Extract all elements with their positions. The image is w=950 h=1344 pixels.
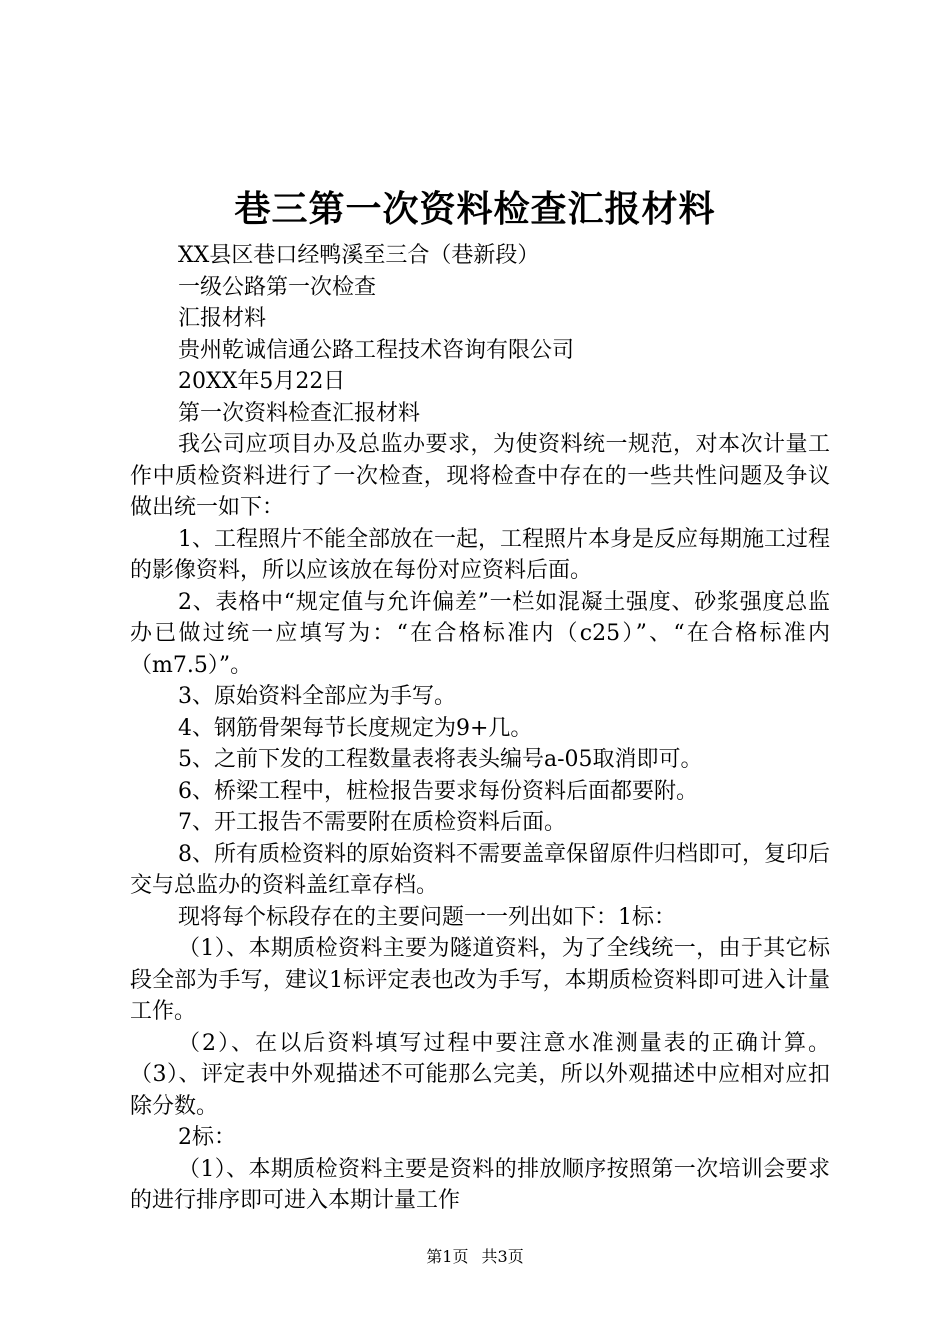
paragraph-section1-item-1: （1）、本期质检资料主要为隧道资料，为了全线统一，由于其它标段全部为手写，建议1标评定表也改为手写，本期质检资料即可进入计量工作。: [130, 936, 830, 1024]
header-line-subtitle: 第一次资料检查汇报材料: [178, 400, 421, 426]
paragraph-item-8: 8、所有质检资料的原始资料不需要盖章保留原件归档即可，复印后交与总监办的资料盖红章存档。: [130, 841, 830, 898]
paragraph-section1-item-2: （2）、在以后资料填写过程中要注意水准测量表的正确计算。（3）、评定表中外观描述不可能那么完美，所以外观描述中应相对应扣除分数。: [130, 1030, 830, 1119]
paragraph-section2-item-1: （1）、本期质检资料主要是资料的排放顺序按照第一次培训会要求的进行排序即可进入本期计量工作: [130, 1156, 830, 1213]
page-footer: [0, 1245, 950, 1269]
paragraph-item-4: 4、钢筋骨架每节长度规定为9+几。: [178, 715, 533, 741]
paragraph-section2-heading: 2标：: [178, 1125, 236, 1150]
page-total: 共3页: [481, 1247, 524, 1266]
paragraph-intro: 我公司应项目办及总监办要求，为使资料统一规范，对本次计量工作中质检资料进行了一次检查，现将检查中存在的一些共性问题及争议做出统一如下：: [130, 432, 830, 520]
paragraph-item-2: 2、表格中“规定值与允许偏差”一栏如混凝土强度、砂浆强度总监办已做过统一应填写为：“在合格标准内（c25）”、“在合格标准内（m7.5）”。: [130, 589, 830, 678]
header-line-project: XX县区巷口经鸭溪至三合（巷新段）: [178, 243, 540, 268]
header-line-road: 一级公路第一次检查: [178, 274, 377, 300]
document-body: [130, 240, 830, 1217]
paragraph-item-6: 6、桥梁工程中，桩检报告要求每份资料后面都要附。: [178, 778, 698, 804]
header-line-company: 贵州乾诚信通公路工程技术咨询有限公司: [178, 337, 575, 363]
paragraph-section-intro: 现将每个标段存在的主要问题一一列出如下：1标：: [178, 904, 676, 930]
document-title: 巷三第一次资料检查汇报材料: [234, 189, 716, 230]
paragraph-item-3: 3、原始资料全部应为手写。: [178, 684, 456, 709]
header-line-report: 汇报材料: [178, 306, 267, 331]
header-line-date: 20XX年5月22日: [178, 369, 346, 394]
paragraph-item-7: 7、开工报告不需要附在质检资料后面。: [178, 810, 566, 835]
page-number: 第1页: [426, 1247, 469, 1266]
paragraph-item-5: 5、之前下发的工程数量表将表头编号a-05取消即可。: [178, 747, 703, 772]
paragraph-item-1: 1、工程照片不能全部放在一起，工程照片本身是反应每期施工过程的影像资料，所以应该放在每份对应资料后面。: [130, 526, 830, 583]
